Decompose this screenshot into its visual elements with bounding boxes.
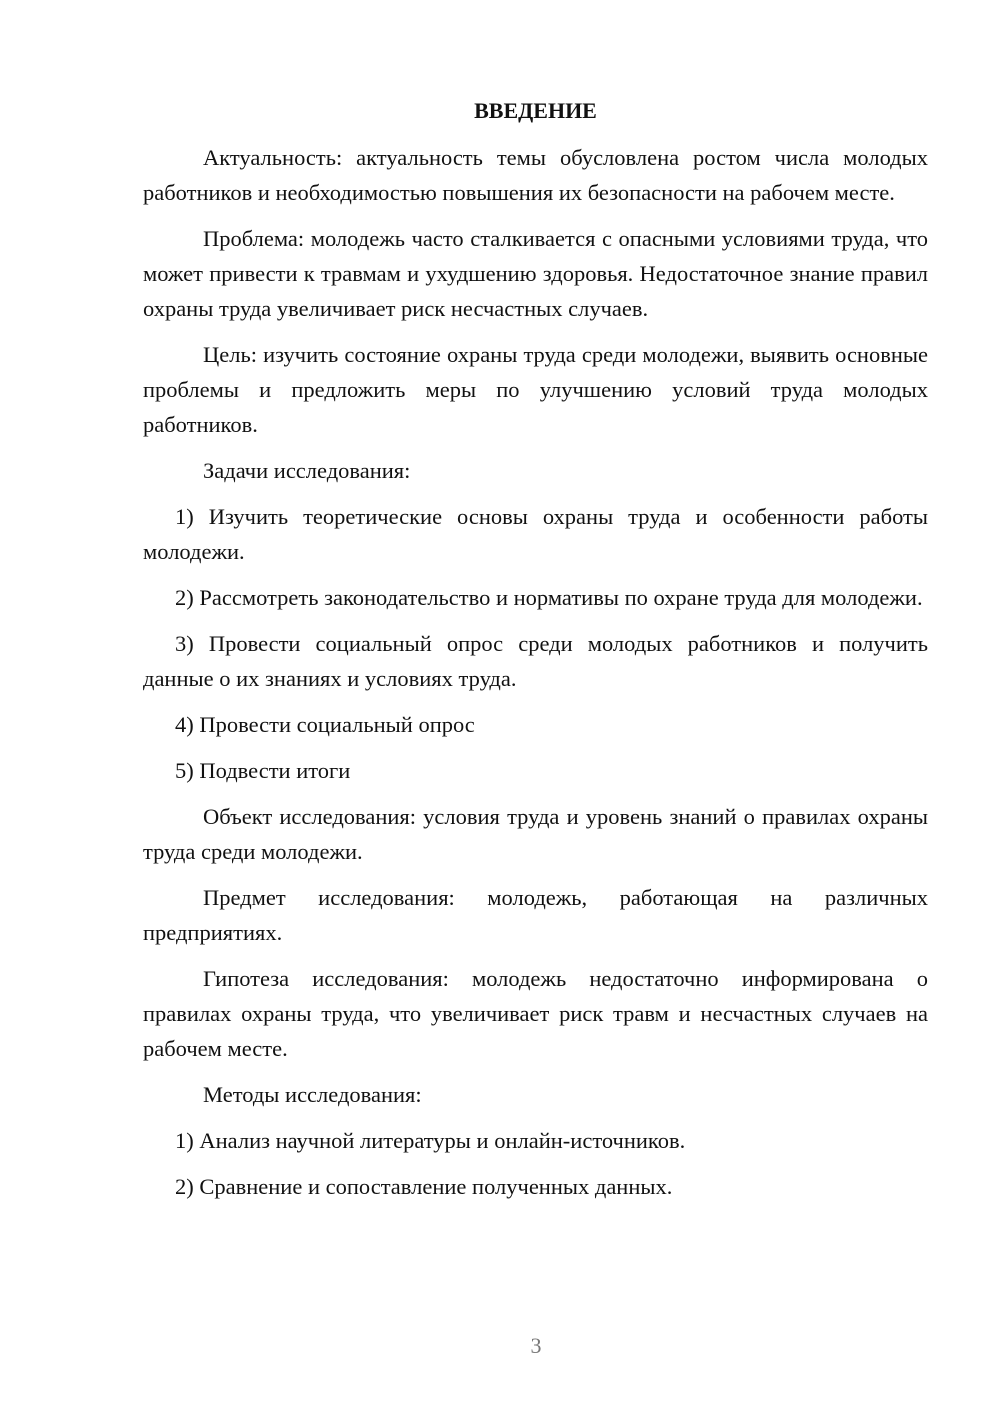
task-item-4: 4) Провести социальный опрос	[175, 712, 475, 737]
task-item-2: 2) Рассмотреть законодательство и нормативы по охране труда для молодежи.	[175, 585, 923, 610]
section-title: ВВЕДЕНИЕ	[474, 98, 597, 123]
method-item-2: 2) Сравнение и сопоставление полученных данных.	[175, 1174, 673, 1199]
task-item-5: 5) Подвести итоги	[175, 758, 351, 783]
hypothesis-paragraph: Гипотеза исследования: молодежь недостаточно информирована о правилах охраны труда, что увеличивает риск травм и несчастных случаев на рабочем месте.	[143, 966, 928, 1061]
tasks-heading: Задачи исследования:	[203, 458, 411, 483]
goal-paragraph: Цель: изучить состояние охраны труда среди молодежи, выявить основные проблемы и предложить меры по улучшению условий труда молодых работников.	[143, 342, 928, 437]
task-item-1: 1) Изучить теоретические основы охраны труда и особенности работы молодежи.	[143, 504, 928, 564]
page-content	[143, 96, 928, 1215]
method-item-1: 1) Анализ научной литературы и онлайн-источников.	[175, 1128, 686, 1153]
task-item-3: 3) Провести социальный опрос среди молодых работников и получить данные о их знаниях и условиях труда.	[143, 631, 928, 691]
page-number: 3	[530, 1333, 542, 1358]
subject-paragraph: Предмет исследования: молодежь, работающая на различных предприятиях.	[143, 885, 928, 945]
relevance-paragraph: Актуальность: актуальность темы обусловлена ростом числа молодых работников и необходимостью повышения их безопасности на рабочем месте.	[143, 145, 928, 205]
methods-heading: Методы исследования:	[203, 1082, 422, 1107]
object-paragraph: Объект исследования: условия труда и уровень знаний о правилах охраны труда среди молодежи.	[143, 804, 928, 864]
problem-paragraph: Проблема: молодежь часто сталкивается с опасными условиями труда, что может привести к травмам и ухудшению здоровья. Недостаточное знание правил охраны труда увеличивает риск несчастных случаев.	[143, 226, 928, 321]
